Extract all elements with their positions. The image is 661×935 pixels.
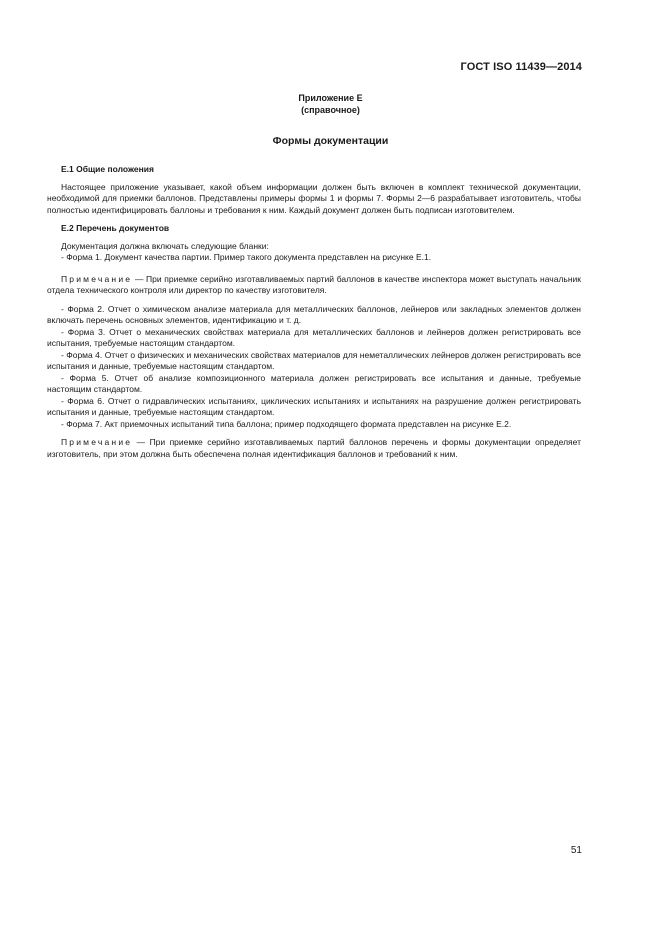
form-6-item: - Форма 6. Отчет о гидравлических испытаниях, циклических испытаниях и испытаниях на разрушение должен регистрировать испытания и данные, требуемые настоящим стандартом. [47,395,581,417]
standard-code: ГОСТ ISO 11439—2014 [460,61,582,73]
appendix-subtitle: (справочное) [301,105,360,115]
form-1-item: - Форма 1. Документ качества партии. Пример такого документа представлен на рисунке Е.1. [61,252,432,262]
section-e2-intro: Документация должна включать следующие бланки: [61,240,269,251]
note-2-text: — При приемке серийно изготавливаемых партий баллонов перечень и формы документации определяет изготовитель, при этом должна быть обеспечена полная идентификация баллонов и требований к ним. [47,437,581,459]
form-5-item: - Форма 5. Отчет об анализе композиционного материала должен регистрировать все испытания и данные, требуемые настоящим стандартом. [47,372,581,394]
document-body [47,164,581,460]
page-number: 51 [570,845,582,856]
appendix-heading [0,92,661,116]
note-2-label: Примечание [61,437,133,447]
note-2 [47,437,581,460]
section-e1-paragraph: Настоящее приложение указывает, какой объем информации должен быть включен в комплект технической документации, необходимой для приемки баллонов. Представлены примеры формы 1 и формы 7. Формы 2—6 разрабатывает изготовитель, чтобы полностью идентифицировать баллоны и требования к ним. Каждый документ должен быть подписан изготовителем. [47,181,581,215]
note-1-text: — При приемке серийно изготавливаемых партий баллонов в качестве инспектора может выступать начальник отдела технического контроля или директор по качеству изготовителя. [47,273,581,295]
form-3-item: - Форма 3. Отчет о механических свойствах материала для металлических баллонов и лейнеров должен регистрировать все испытания, требуемые настоящим стандартом. [47,326,581,348]
appendix-title: Приложение Е [298,93,363,103]
form-7-item: - Форма 7. Акт приемочных испытаний типа баллона; пример подходящего формата представлен на рисунке Е.2. [61,418,512,429]
note-1 [47,274,581,297]
section-heading-e1: Е.1 Общие положения [61,164,154,174]
form-2-item: - Форма 2. Отчет о химическом анализе материала для металлических баллонов, лейнеров или закладных элементов должен включать перечень основных элементов, идентификацию и т. д. [47,303,581,325]
note-1-label: Примечание [61,273,133,284]
form-4-item: - Форма 4. Отчет о физических и механических свойствах материалов для неметаллических лейнеров должен регистрировать все испытания и данные, требуемые настоящим стандартом. [47,349,581,371]
section-heading-e2: Е.2 Перечень документов [61,223,170,233]
document-title: Формы документации [272,135,389,147]
